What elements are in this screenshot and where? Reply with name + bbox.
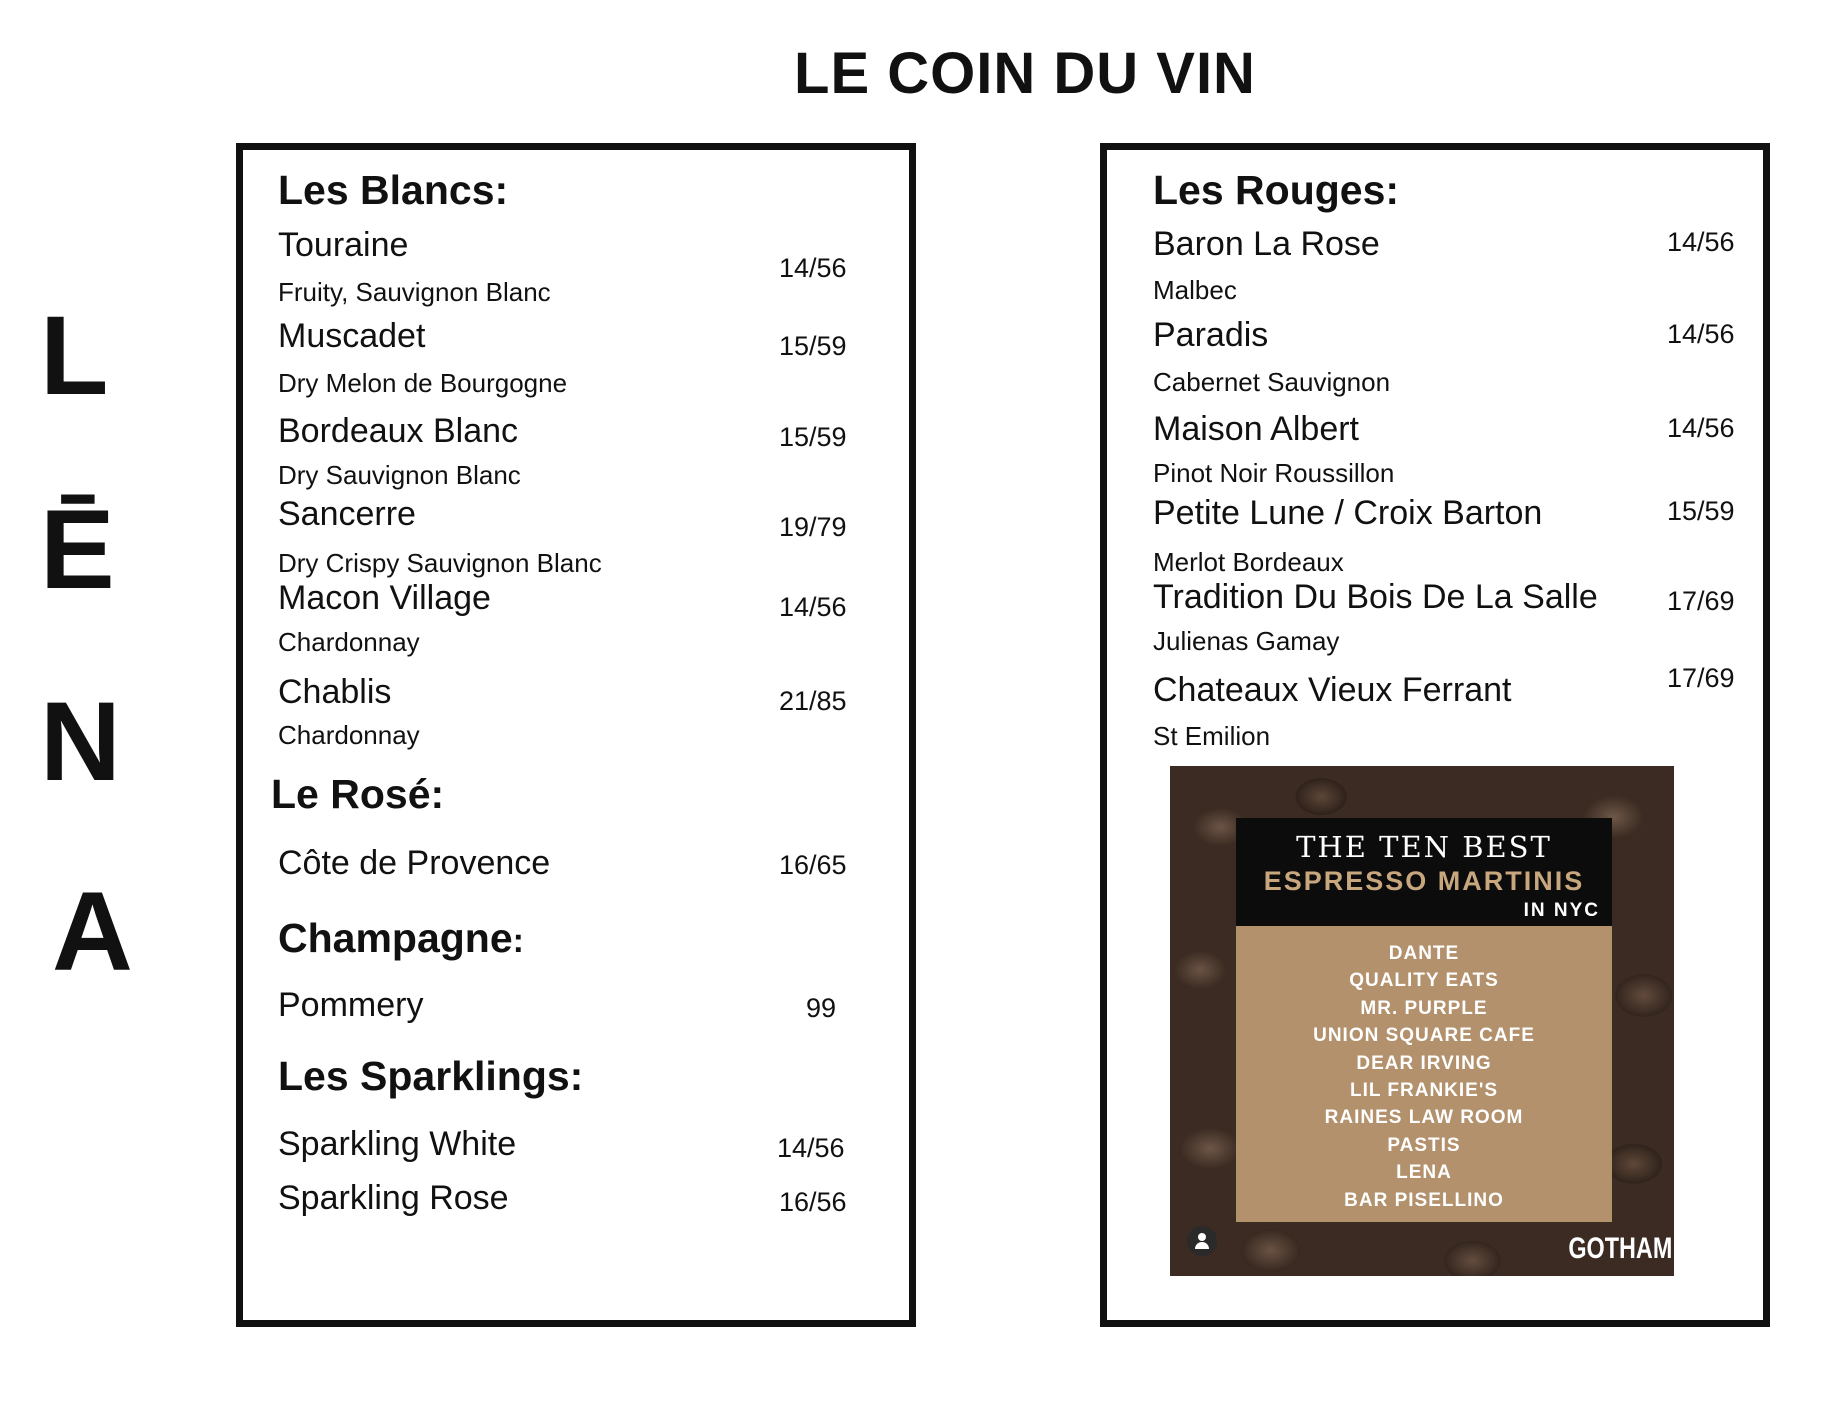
wine-name: Touraine	[278, 226, 409, 264]
wine-name: Sparkling Rose	[278, 1179, 509, 1217]
wine-name: Sancerre	[278, 495, 416, 533]
wine-price: 17/69	[1667, 663, 1735, 693]
brand-letter: L	[40, 293, 109, 418]
wine-name: Tradition Du Bois De La Salle	[1153, 578, 1598, 616]
wine-price: 14/56	[777, 1133, 845, 1163]
section-heading-sparklings: Les Sparklings:	[278, 1053, 584, 1099]
wine-price: 14/56	[1667, 319, 1735, 349]
promo-title-block	[1236, 818, 1612, 926]
wine-description: Malbec	[1153, 275, 1237, 305]
wine-description: Pinot Noir Roussillon	[1153, 458, 1395, 488]
wine-price: 16/56	[779, 1187, 847, 1217]
promo-title-line2: ESPRESSO MARTINIS	[1263, 866, 1585, 896]
promo-title-line1: THE TEN BEST	[1296, 830, 1552, 864]
gotham-logo: GOTHAM	[1568, 1232, 1672, 1265]
wine-price: 14/56	[1667, 413, 1735, 443]
section-heading-rouges: Les Rouges:	[1153, 167, 1400, 213]
wine-price: 14/56	[1667, 227, 1735, 257]
promo-list	[1236, 940, 1612, 1214]
heading-colon: :	[512, 922, 524, 960]
wine-name: Maison Albert	[1153, 410, 1359, 448]
wine-description: Dry Crispy Sauvignon Blanc	[278, 548, 602, 578]
brand-letter: A	[52, 869, 133, 994]
promo-list-item: BAR PISELLINO	[1344, 1189, 1504, 1211]
promo-list-item: DANTE	[1388, 943, 1460, 964]
wine-price: 99	[806, 993, 837, 1023]
wine-name: Muscadet	[278, 317, 426, 355]
espresso-martini-promo-image	[1170, 766, 1674, 1276]
page-title: LE COIN DU VIN	[794, 41, 1256, 106]
section-heading-text: Champagne	[278, 915, 513, 961]
wine-name: Petite Lune / Croix Barton	[1153, 494, 1543, 532]
wine-price: 14/56	[779, 253, 847, 283]
promo-list-item: RAINES LAW ROOM	[1324, 1107, 1524, 1129]
promo-list-item: DEAR IRVING	[1356, 1052, 1492, 1074]
wine-description: Julienas Gamay	[1153, 626, 1340, 656]
wine-name: Bordeaux Blanc	[278, 412, 519, 450]
section-heading-rose: Le Rosé:	[271, 771, 445, 817]
promo-list-block	[1236, 926, 1612, 1222]
wine-description: Cabernet Sauvignon	[1153, 367, 1391, 397]
wine-name: Chateaux Vieux Ferrant	[1153, 671, 1512, 709]
wine-price: 15/59	[779, 331, 847, 361]
wine-name: Macon Village	[278, 579, 491, 617]
brand-letter: Ē	[40, 487, 115, 612]
wine-name: Baron La Rose	[1153, 225, 1380, 263]
white-wines-panel	[236, 143, 916, 1327]
wine-description: Dry Sauvignon Blanc	[278, 460, 521, 490]
wine-description: Chardonnay	[278, 720, 420, 750]
promo-list-item: QUALITY EATS	[1349, 970, 1499, 992]
section-heading-champagne	[278, 915, 524, 962]
wine-description: St Emilion	[1153, 721, 1271, 751]
wine-price: 15/59	[779, 422, 847, 452]
wine-name: Pommery	[278, 986, 424, 1024]
wine-price: 17/69	[1667, 586, 1735, 616]
wine-price: 19/79	[779, 512, 847, 542]
wine-name: Côte de Provence	[278, 844, 551, 882]
promo-list-item: LENA	[1396, 1162, 1452, 1184]
promo-list-item: MR. PURPLE	[1360, 997, 1488, 1019]
brand-letter: N	[40, 679, 121, 804]
promo-list-item: LIL FRANKIE'S	[1349, 1079, 1499, 1101]
wine-description: Fruity, Sauvignon Blanc	[278, 277, 551, 307]
wine-name: Paradis	[1153, 316, 1269, 354]
promo-list-item: PASTIS	[1387, 1134, 1461, 1156]
wine-price: 15/59	[1667, 496, 1735, 526]
promo-title-line3: IN NYC	[1523, 900, 1600, 921]
user-icon	[1187, 1226, 1217, 1256]
wine-price: 14/56	[779, 592, 847, 622]
wine-description: Chardonnay	[278, 627, 420, 657]
wine-price: 16/65	[779, 850, 847, 880]
section-heading-blancs: Les Blancs:	[278, 167, 509, 213]
wine-description: Merlot Bordeaux	[1153, 547, 1344, 577]
wine-description: Dry Melon de Bourgogne	[278, 368, 568, 398]
promo-list-item: UNION SQUARE CAFE	[1313, 1025, 1535, 1047]
wine-name: Chablis	[278, 673, 392, 711]
wine-price: 21/85	[779, 686, 847, 716]
wine-name: Sparkling White	[278, 1125, 517, 1163]
